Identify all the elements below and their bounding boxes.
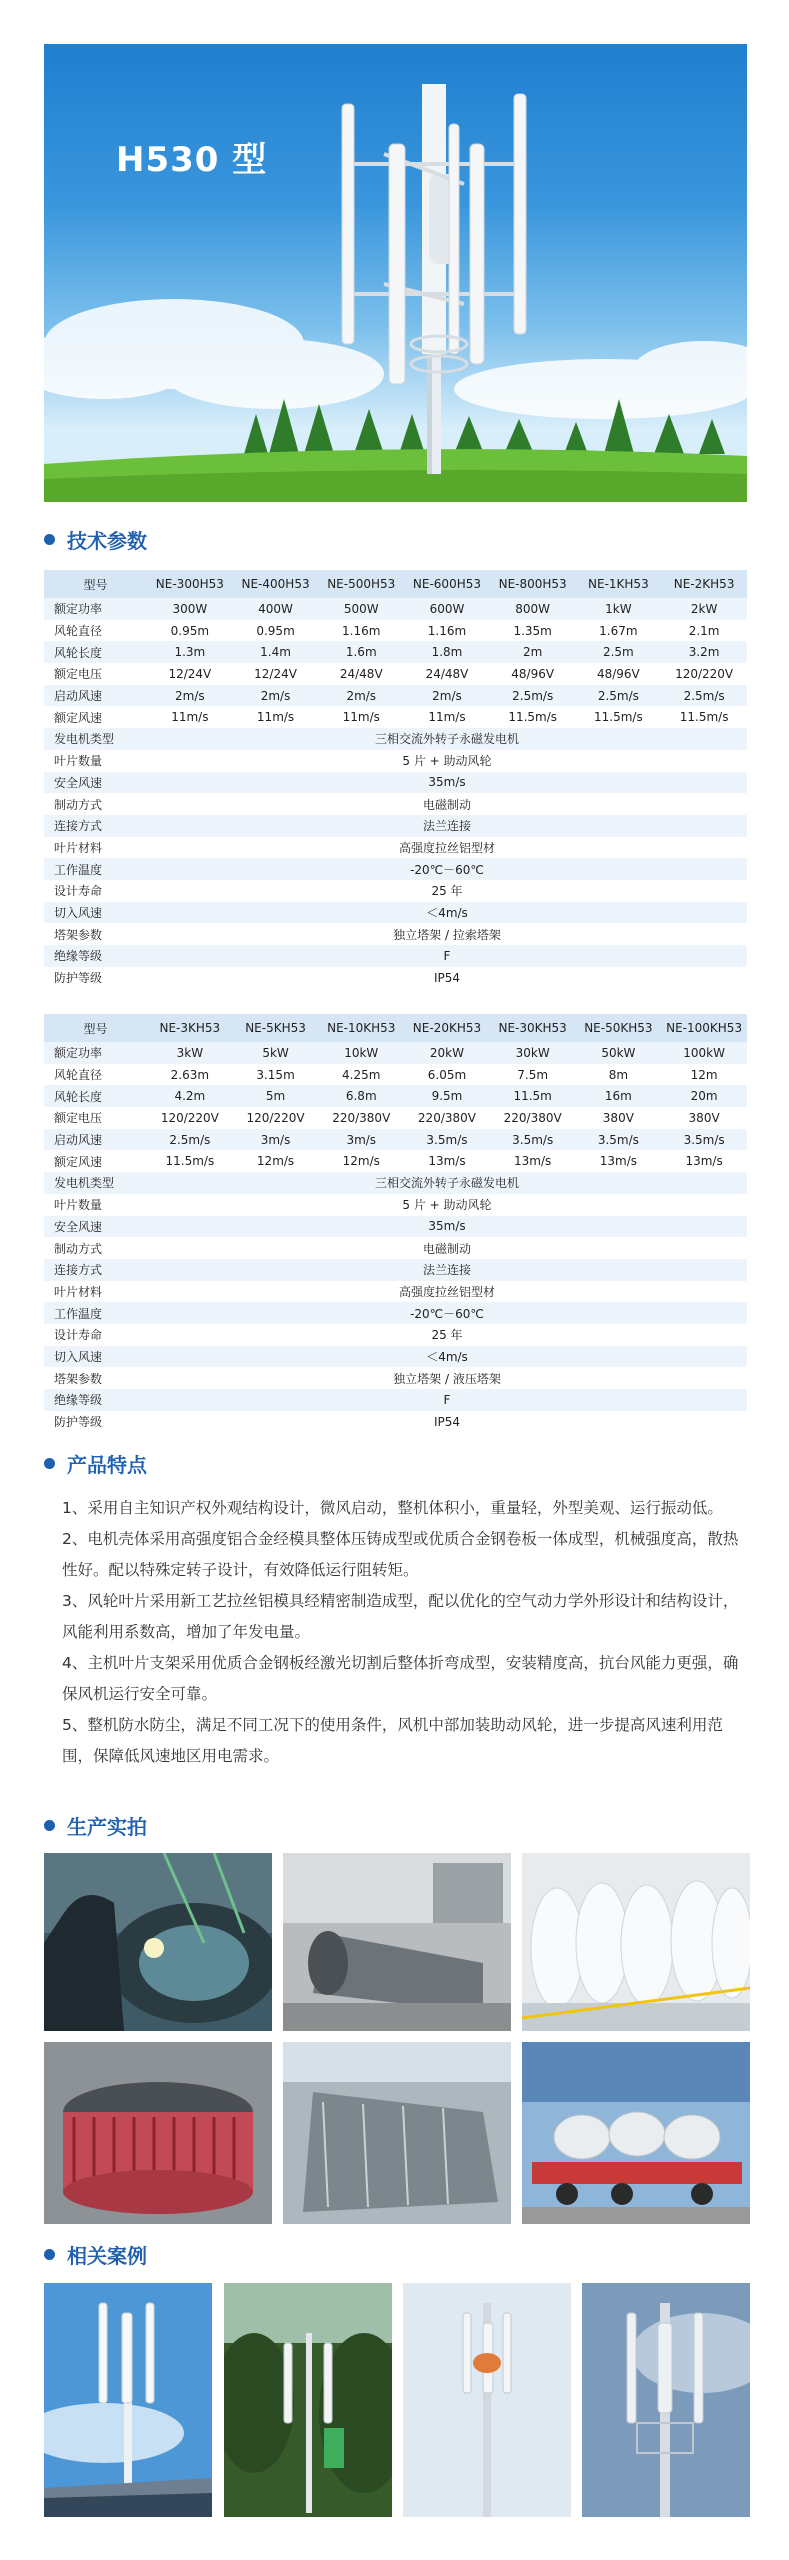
table-cell: 2.63m [147,1064,233,1086]
header-cell-model: NE-20KH53 [404,1014,490,1042]
table-cell: 11m/s [233,706,319,728]
table-cell-merged: -20℃－60℃ [147,858,747,880]
row-label: 发电机类型 [44,728,147,750]
hero-banner [44,44,747,502]
table-cell: 2.5m [576,641,662,663]
header-cell-model: NE-3KH53 [147,1014,233,1042]
table-cell: 50kW [576,1042,662,1064]
table-cell-merged: F [147,1389,747,1411]
row-label: 风轮长度 [44,1085,147,1107]
table-cell: 220/380V [490,1107,576,1129]
table-cell: 2m/s [404,685,490,707]
table-cell: 13m/s [576,1150,662,1172]
table-cell: 24/48V [318,663,404,685]
table-header-row [44,570,747,598]
table-cell: 12/24V [233,663,319,685]
section-title: 技术参数 [67,528,147,553]
table-cell: 1.35m [490,620,576,642]
row-label: 额定功率 [44,598,147,620]
table-cell-merged: IP54 [147,1411,747,1433]
table-cell-merged: 高强度拉丝铝型材 [147,837,747,859]
table-row [44,1389,747,1411]
feature-item: 3、风轮叶片采用新工艺拉丝铝模具经精密制造成型，配以优化的空气动力学外形设计和结构设计，风能利用系数高，增加了年发电量。 [62,1592,739,1641]
header-cell-model: NE-500H53 [318,570,404,598]
table-cell: 2m/s [147,685,233,707]
table-row [44,1281,747,1303]
header-cell-model: NE-30KH53 [490,1014,576,1042]
table-cell-merged: IP54 [147,967,747,989]
spec-table-1 [44,570,747,988]
table-cell: 1.67m [576,620,662,642]
table-cell: 3kW [147,1042,233,1064]
table-cell-merged: ＜4m/s [147,902,747,924]
table-cell-merged: 5 片 + 助动风轮 [147,750,747,772]
table-cell: 12m [661,1064,747,1086]
table-cell: 11m/s [318,706,404,728]
table-row [44,858,747,880]
row-label: 切入风速 [44,1346,147,1368]
photo-blade-stock [522,1853,750,2031]
feature-item: 1、采用自主知识产权外观结构设计，微风启动，整机体积小，重量轻，外型美观、运行振动低。 [62,1499,723,1517]
header-cell-model: NE-1KH53 [576,570,662,598]
table-cell: 2kW [661,598,747,620]
header-cell-model: NE-2KH53 [661,570,747,598]
table-cell: 100kW [661,1042,747,1064]
table-cell: 1.6m [318,641,404,663]
table-cell: 220/380V [318,1107,404,1129]
table-cell: 2.5m/s [490,685,576,707]
table-row [44,1064,747,1086]
table-cell: 5kW [233,1042,319,1064]
table-row [44,1302,747,1324]
table-row [44,1085,747,1107]
table-row [44,1150,747,1172]
row-label: 安全风速 [44,772,147,794]
table-cell: 9.5m [404,1085,490,1107]
row-label: 安全风速 [44,1216,147,1238]
table-cell-merged: 法兰连接 [147,1259,747,1281]
row-label: 塔架参数 [44,923,147,945]
bullet-icon [44,2249,55,2260]
table-cell-merged: 电磁制动 [147,1237,747,1259]
header-cell-model: NE-600H53 [404,570,490,598]
feature-list [62,1493,752,1772]
feature-item: 2、电机壳体采用高强度铝合金经模具整体压铸成型或优质合金钢卷板一体成型，机械强度高，散热性好。配以特殊定转子设计，有效降低运行阻转矩。 [62,1530,739,1579]
row-label: 额定功率 [44,1042,147,1064]
bullet-icon [44,1820,55,1831]
table-cell: 5m [233,1085,319,1107]
row-label: 绝缘等级 [44,945,147,967]
table-cell: 11.5m/s [576,706,662,728]
table-row [44,1172,747,1194]
row-label: 制动方式 [44,793,147,815]
table-row [44,706,747,728]
table-cell: 13m/s [404,1150,490,1172]
section-title: 相关案例 [67,2243,147,2268]
case-photo-sky [403,2283,571,2517]
table-cell: 13m/s [490,1150,576,1172]
table-row [44,663,747,685]
table-cell: 2m/s [318,685,404,707]
table-cell: 120/220V [661,663,747,685]
table-cell: 11.5m [490,1085,576,1107]
row-label: 风轮长度 [44,641,147,663]
table-row [44,923,747,945]
case-photo-forest [224,2283,392,2517]
table-row [44,837,747,859]
feature-item: 4、主机叶片支架采用优质合金钢板经激光切割后整体折弯成型，安装精度高，抗台风能力更强，确保风机运行安全可靠。 [62,1654,739,1703]
row-label: 额定电压 [44,663,147,685]
table-cell: 3.5m/s [661,1129,747,1151]
table-row [44,1346,747,1368]
table-cell: 2.1m [661,620,747,642]
section-heading-production [44,1810,147,1840]
header-cell-label: 型号 [44,570,147,598]
row-label: 额定风速 [44,1150,147,1172]
feature-item: 5、整机防水防尘，满足不同工况下的使用条件，风机中部加装助动风轮，进一步提高风速利用范围，保障低风速地区用电需求。 [62,1716,723,1765]
row-label: 启动风速 [44,1129,147,1151]
table-cell: 8m [576,1064,662,1086]
table-cell: 24/48V [404,663,490,685]
table-cell: 4.2m [147,1085,233,1107]
section-title: 产品特点 [67,1452,147,1477]
table-row [44,967,747,989]
table-cell-merged: 独立塔架 / 拉索塔架 [147,923,747,945]
section-title: 生产实拍 [67,1814,147,1839]
table-cell: 48/96V [576,663,662,685]
table-cell: 1.16m [404,620,490,642]
table-row [44,1194,747,1216]
photo-welding [44,1853,272,2031]
table-cell: 3.5m/s [404,1129,490,1151]
table-cell: 4.25m [318,1064,404,1086]
table-cell: 2m [490,641,576,663]
table-row [44,880,747,902]
header-cell-model: NE-300H53 [147,570,233,598]
table-cell: 48/96V [490,663,576,685]
table-cell: 120/220V [233,1107,319,1129]
case-photo-tower [582,2283,750,2517]
hero-illustration [44,44,747,502]
bullet-icon [44,1458,55,1469]
header-cell-label: 型号 [44,1014,147,1042]
table-cell: 220/380V [404,1107,490,1129]
table-cell: 12m/s [318,1150,404,1172]
table-cell-merged: 独立塔架 / 液压塔架 [147,1367,747,1389]
table-cell: 2.5m/s [576,685,662,707]
table-row [44,728,747,750]
table-cell: 1kW [576,598,662,620]
table-cell: 10kW [318,1042,404,1064]
header-cell-model: NE-5KH53 [233,1014,319,1042]
table-row [44,1237,747,1259]
table-cell: 6.05m [404,1064,490,1086]
table-cell-merged: 电磁制动 [147,793,747,815]
table-cell: 11m/s [404,706,490,728]
table-cell: 2.5m/s [661,685,747,707]
section-heading-params [44,524,147,554]
row-label: 连接方式 [44,1259,147,1281]
table-cell: 2.5m/s [147,1129,233,1151]
row-label: 制动方式 [44,1237,147,1259]
table-row [44,750,747,772]
header-cell-model: NE-50KH53 [576,1014,662,1042]
row-label: 叶片材料 [44,1281,147,1303]
section-heading-cases [44,2239,147,2269]
table-cell-merged: 三相交流外转子永磁发电机 [147,728,747,750]
section-heading-features [44,1448,147,1478]
table-row [44,793,747,815]
table-cell-merged: 25 年 [147,1324,747,1346]
table-cell: 6.8m [318,1085,404,1107]
table-cell: 11.5m/s [490,706,576,728]
row-label: 设计寿命 [44,880,147,902]
table-cell: 7.5m [490,1064,576,1086]
case-photo-rooftop [44,2283,212,2517]
photo-packed-rotor [283,2042,511,2224]
table-cell-merged: 25 年 [147,880,747,902]
table-row [44,902,747,924]
row-label: 风轮直径 [44,620,147,642]
table-row [44,945,747,967]
row-label: 防护等级 [44,1411,147,1433]
row-label: 叶片数量 [44,750,147,772]
table-cell: 11.5m/s [147,1150,233,1172]
table-cell: 800W [490,598,576,620]
header-cell-model: NE-800H53 [490,570,576,598]
photo-rotor-assembly [283,1853,511,2031]
row-label: 绝缘等级 [44,1389,147,1411]
table-row [44,1259,747,1281]
table-cell: 20kW [404,1042,490,1064]
table-row [44,1107,747,1129]
table-row [44,1216,747,1238]
table-cell: 30kW [490,1042,576,1064]
table-cell: 3.15m [233,1064,319,1086]
row-label: 叶片数量 [44,1194,147,1216]
table-cell: 11m/s [147,706,233,728]
table-cell: 380V [576,1107,662,1129]
photo-generator-stator [44,2042,272,2224]
table-cell: 3.2m [661,641,747,663]
table-cell: 1.3m [147,641,233,663]
table-row [44,1129,747,1151]
row-label: 切入风速 [44,902,147,924]
table-cell: 11.5m/s [661,706,747,728]
table-row [44,1324,747,1346]
row-label: 工作温度 [44,858,147,880]
row-label: 额定风速 [44,706,147,728]
table-cell: 2m/s [233,685,319,707]
table-cell-merged: -20℃－60℃ [147,1302,747,1324]
photo-truck-shipping [522,2042,750,2224]
row-label: 发电机类型 [44,1172,147,1194]
row-label: 启动风速 [44,685,147,707]
header-cell-model: NE-100KH53 [661,1014,747,1042]
table-row [44,685,747,707]
table-row [44,598,747,620]
table-cell-merged: 法兰连接 [147,815,747,837]
bullet-icon [44,534,55,545]
table-cell: 300W [147,598,233,620]
table-row [44,1367,747,1389]
table-cell: 500W [318,598,404,620]
spec-table-2 [44,1014,747,1432]
table-cell-merged: F [147,945,747,967]
row-label: 叶片材料 [44,837,147,859]
header-cell-model: NE-400H53 [233,570,319,598]
table-cell: 13m/s [661,1150,747,1172]
table-cell: 1.4m [233,641,319,663]
table-cell: 20m [661,1085,747,1107]
table-cell: 16m [576,1085,662,1107]
table-row [44,772,747,794]
table-cell: 400W [233,598,319,620]
table-cell: 120/220V [147,1107,233,1129]
table-cell: 0.95m [233,620,319,642]
row-label: 设计寿命 [44,1324,147,1346]
row-label: 工作温度 [44,1302,147,1324]
table-cell-merged: 高强度拉丝铝型材 [147,1281,747,1303]
table-row [44,620,747,642]
table-cell: 12m/s [233,1150,319,1172]
table-cell: 12/24V [147,663,233,685]
hero-title: H530 型 [116,140,268,180]
table-cell-merged: ＜4m/s [147,1346,747,1368]
table-cell: 380V [661,1107,747,1129]
table-cell: 1.8m [404,641,490,663]
table-cell-merged: 35m/s [147,772,747,794]
table-cell: 1.16m [318,620,404,642]
table-cell: 600W [404,598,490,620]
table-row [44,1411,747,1433]
table-row [44,815,747,837]
table-row [44,1042,747,1064]
row-label: 塔架参数 [44,1367,147,1389]
header-cell-model: NE-10KH53 [318,1014,404,1042]
table-cell: 0.95m [147,620,233,642]
row-label: 连接方式 [44,815,147,837]
row-label: 风轮直径 [44,1064,147,1086]
table-cell: 3.5m/s [576,1129,662,1151]
table-row [44,641,747,663]
table-cell: 3.5m/s [490,1129,576,1151]
table-cell: 3m/s [233,1129,319,1151]
table-cell-merged: 5 片 + 助动风轮 [147,1194,747,1216]
table-cell-merged: 35m/s [147,1216,747,1238]
table-cell-merged: 三相交流外转子永磁发电机 [147,1172,747,1194]
table-header-row [44,1014,747,1042]
row-label: 额定电压 [44,1107,147,1129]
table-cell: 3m/s [318,1129,404,1151]
row-label: 防护等级 [44,967,147,989]
